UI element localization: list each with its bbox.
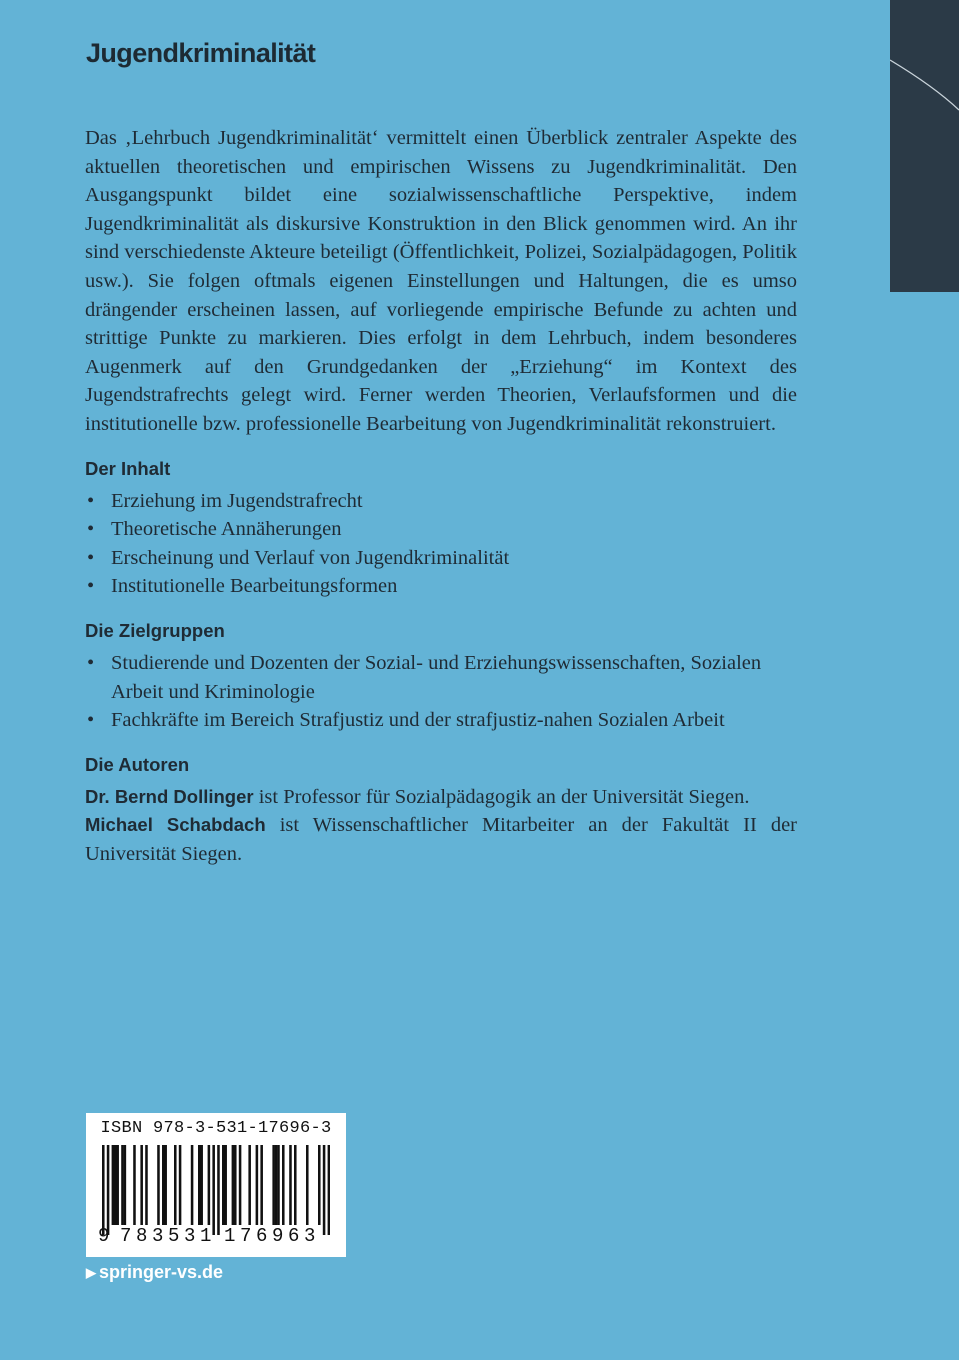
barcode-digit: 1 <box>224 1225 236 1247</box>
barcode-digit: 9 <box>98 1225 110 1247</box>
intro-paragraph: Das ‚Lehrbuch Jugendkriminalität‘ vermittelt einen Überblick zentraler Aspekte des aktuellen theoretischen und empirischen Wissens zu Jugendkriminalität. Den Ausgangspunkt bildet eine sozialwissenschaftliche Perspektive, indem Jugendkriminalität als diskursive Konstruktion in den Blick genommen wird. An ihr sind verschiedenste Akteure beteiligt (Öffentlichkeit, Polizei, Sozialpädagogen, Politik usw.). Sie folgen oftmals eigenen Einstellungen und Haltungen, die es umso drängender erscheinen lassen, auf vorliegende empirische Befunde zu achten und strittige Punkte zu markieren. Dies erfolgt in dem Lehrbuch, indem besonderes Augenmerk auf den Grundgedanken der „Erziehung“ im Kontext des Jugendstrafrechts gelegt wird. Ferner werden Theorien, Verlaufsformen und die institutionelle bzw. professionelle Bearbeitung von Jugendkriminalität rekonstruiert. <box>85 127 797 435</box>
barcode-bar <box>114 1145 117 1225</box>
barcode-bar <box>275 1145 278 1225</box>
barcode-bar <box>179 1145 182 1225</box>
barcode-bar <box>239 1145 242 1225</box>
barcode-digit: 1 <box>200 1225 212 1247</box>
contents-heading: Der Inhalt <box>85 457 171 479</box>
list-item: • Studierende und Dozenten der Sozial- und Erziehungswissenschaften, Sozialen Arbeit und Kriminologie <box>85 649 797 706</box>
barcode-bar <box>232 1145 235 1225</box>
arrow-right-icon: ▶ <box>86 1265 96 1280</box>
target-groups-heading: Die Zielgruppen <box>85 619 225 641</box>
barcode-bar <box>306 1145 309 1225</box>
barcode-bar <box>124 1145 127 1225</box>
barcode-bar <box>121 1145 124 1225</box>
barcode-digit: 3 <box>304 1225 316 1247</box>
barcode-bar <box>200 1145 203 1225</box>
list-item: • Theoretische Annäherungen <box>85 515 797 544</box>
barcode-bar <box>157 1145 160 1225</box>
barcode-digit: 7 <box>120 1225 132 1247</box>
barcode-bar <box>191 1145 194 1225</box>
isbn-barcode <box>86 1113 346 1257</box>
barcode-bar <box>174 1145 177 1225</box>
barcode-bar <box>277 1145 280 1225</box>
curve-decoration <box>890 0 959 292</box>
barcode-bar <box>212 1145 215 1235</box>
publisher-website-link[interactable] <box>86 1262 223 1283</box>
barcode-bar <box>102 1145 105 1235</box>
author-entry <box>85 783 797 812</box>
barcode-bar <box>260 1145 263 1225</box>
barcode-bar <box>234 1145 237 1225</box>
barcode-bar <box>164 1145 167 1225</box>
list-item: • Erziehung im Jugendstrafrecht <box>85 487 797 516</box>
barcode-bar <box>222 1145 225 1225</box>
barcode-bar <box>107 1145 110 1235</box>
isbn-label: ISBN 978-3-531-17696-3 <box>100 1119 332 1138</box>
contents-list <box>85 487 797 601</box>
barcode-bar <box>224 1145 227 1225</box>
barcode-digit: 9 <box>272 1225 284 1247</box>
list-item: • Institutionelle Bearbeitungsformen <box>85 572 797 601</box>
barcode-bar <box>272 1145 275 1225</box>
barcode-bar <box>256 1145 259 1225</box>
barcode-bar <box>198 1145 201 1225</box>
barcode-digit: 6 <box>288 1225 300 1247</box>
barcode-bar <box>116 1145 119 1225</box>
barcode-bar <box>162 1145 165 1225</box>
author-name: Dr. Bernd Dollinger <box>85 785 254 807</box>
authors-heading: Die Autoren <box>85 753 190 775</box>
barcode-bar <box>294 1145 297 1225</box>
barcode-bar <box>282 1145 285 1225</box>
barcode-digit: 5 <box>168 1225 180 1247</box>
barcode-bar <box>112 1145 115 1225</box>
barcode-digit: 3 <box>184 1225 196 1247</box>
barcode-bar <box>140 1145 143 1225</box>
barcode-digit: 6 <box>256 1225 268 1247</box>
book-title: Jugendkriminalität <box>86 38 316 68</box>
barcode-bar <box>323 1145 326 1235</box>
barcode-bar <box>289 1145 292 1225</box>
target-groups-list <box>85 649 797 735</box>
list-item: • Fachkräfte im Bereich Strafjustiz und der strafjustiz-nahen Sozialen Arbeit <box>85 706 797 735</box>
author-description: ist Wissenschaftlicher Mitarbeiter an der Fakultät II der Universität Siegen. <box>85 814 798 865</box>
website-label: springer-vs.de <box>99 1262 224 1282</box>
barcode-bars <box>102 1145 330 1237</box>
barcode-digit: 7 <box>240 1225 252 1247</box>
author-name: Michael Schabdach <box>85 814 266 836</box>
list-item: • Erscheinung und Verlauf von Jugendkriminalität <box>85 544 797 573</box>
barcode-digit: 3 <box>152 1225 164 1247</box>
barcode-digit: 8 <box>136 1225 148 1247</box>
back-cover-content <box>85 124 797 868</box>
barcode-bar <box>217 1145 220 1235</box>
barcode-bar <box>328 1145 330 1235</box>
barcode-bar <box>318 1145 321 1225</box>
barcode-bar <box>248 1145 251 1225</box>
author-entry <box>85 811 797 868</box>
barcode-bar <box>145 1145 148 1225</box>
author-description: ist Professor für Sozialpädagogik an der Universität Siegen. <box>253 785 750 808</box>
barcode-bar <box>208 1145 211 1225</box>
corner-decoration <box>890 0 959 292</box>
barcode-bar <box>133 1145 136 1225</box>
